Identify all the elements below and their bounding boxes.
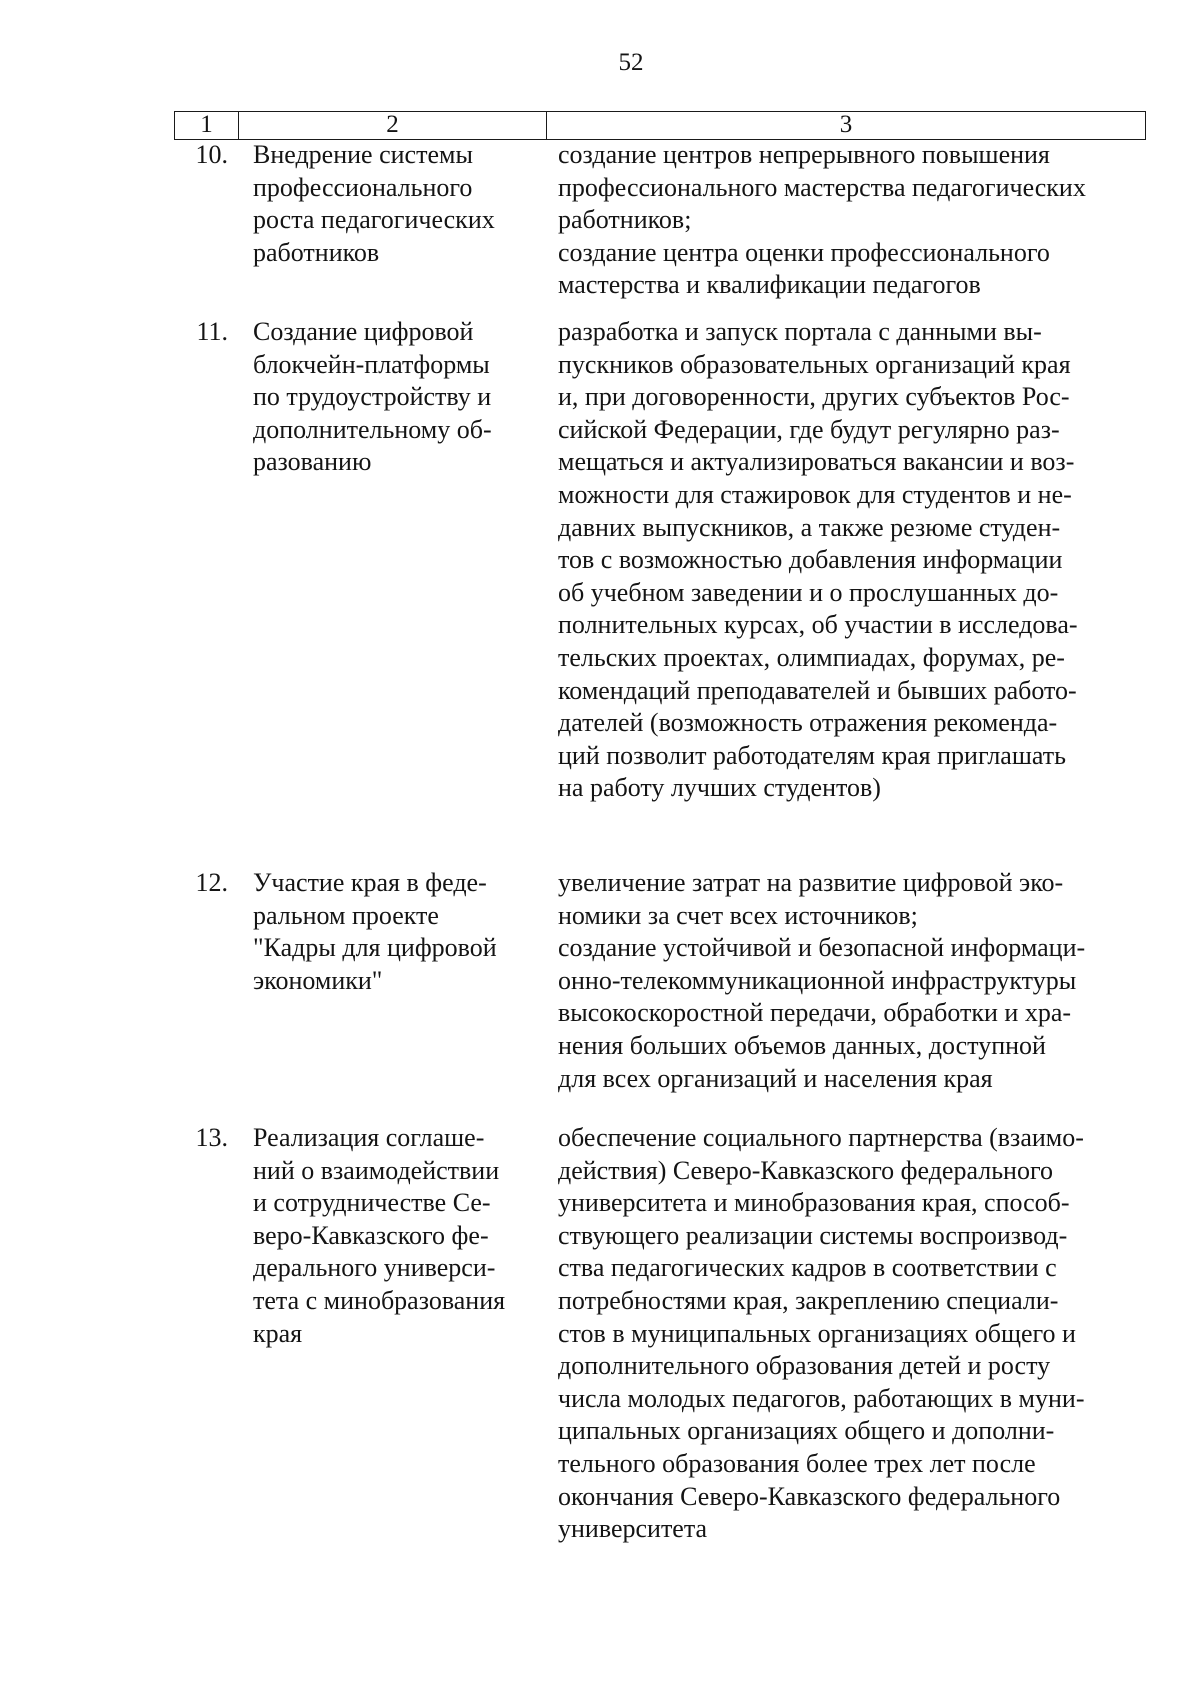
row-result: создание центров непрерывного повышения профессионального мастерства педагогических работников; создание центра оценки профессионального мастерства и квалификации педагогов bbox=[558, 140, 1086, 300]
row-result: разработка и запуск портала с данными вы- пускников образовательных организаций края и, при договоренности, других субъектов Рос- сийской Федерации, где будут регулярно раз- мещаться и актуализироваться вакансии и воз- можности для стажировок для студентов и не- давних выпускников, а также резюме студен- тов с возможностью добавления информации об учебном заведении и о прослушанных до- полнительных курсах, об участии в исследова- тельских проектах, олимпиадах, форумах, ре- комендаций преподавателей и бывших работо- дателей (возможность отражения рекоменда- ций позволит работодателям края приглашать на работу лучших студентов) bbox=[558, 317, 1078, 803]
header-col-1: 1 bbox=[175, 112, 239, 139]
row-result: увеличение затрат на развитие цифровой эко- номики за счет всех источников; создание устойчивой и безопасной информаци- онно-телекоммуникационной инфраструктуры высокоскоростной передачи, обработки и хра- нения больших объемов данных, доступной для всех организаций и населения края bbox=[558, 868, 1086, 1093]
row-number: 11. bbox=[196, 317, 228, 346]
row-number: 13. bbox=[195, 1123, 228, 1152]
row-measure: Реализация соглаше- ний о взаимодействии и сотрудничестве Се- веро-Кавказского фе- дерального универси- тета с минобразования края bbox=[253, 1123, 506, 1348]
header-col-2: 2 bbox=[239, 112, 547, 139]
row-result: обеспечение социального партнерства (взаимо- действия) Северо-Кавказского федерального университета и минобразования края, способ- ствующего реализации системы воспроизвод- ства педагогических кадров в соответствии с потребностями края, закреплению специали- стов в муниципальных организациях общего и дополнительного образования детей и росту числа молодых педагогов, работающих в муни- ципальных организациях общего и дополни- тельного образования более трех лет после окончания Северо-Кавказского федерального университета bbox=[558, 1123, 1085, 1544]
header-col-3: 3 bbox=[839, 111, 853, 138]
row-measure: Участие края в феде- ральном проекте "Кадры для цифровой экономики" bbox=[253, 868, 497, 995]
row-number: 10. bbox=[195, 140, 228, 169]
page-number: 52 bbox=[618, 49, 644, 76]
table-header bbox=[174, 111, 1146, 140]
row-number: 12. bbox=[195, 868, 228, 897]
row-measure: Внедрение системы профессионального роста педагогических работников bbox=[253, 140, 495, 267]
row-measure: Создание цифровой блокчейн-платформы по трудоустройству и дополнительному об- разованию bbox=[253, 317, 492, 477]
